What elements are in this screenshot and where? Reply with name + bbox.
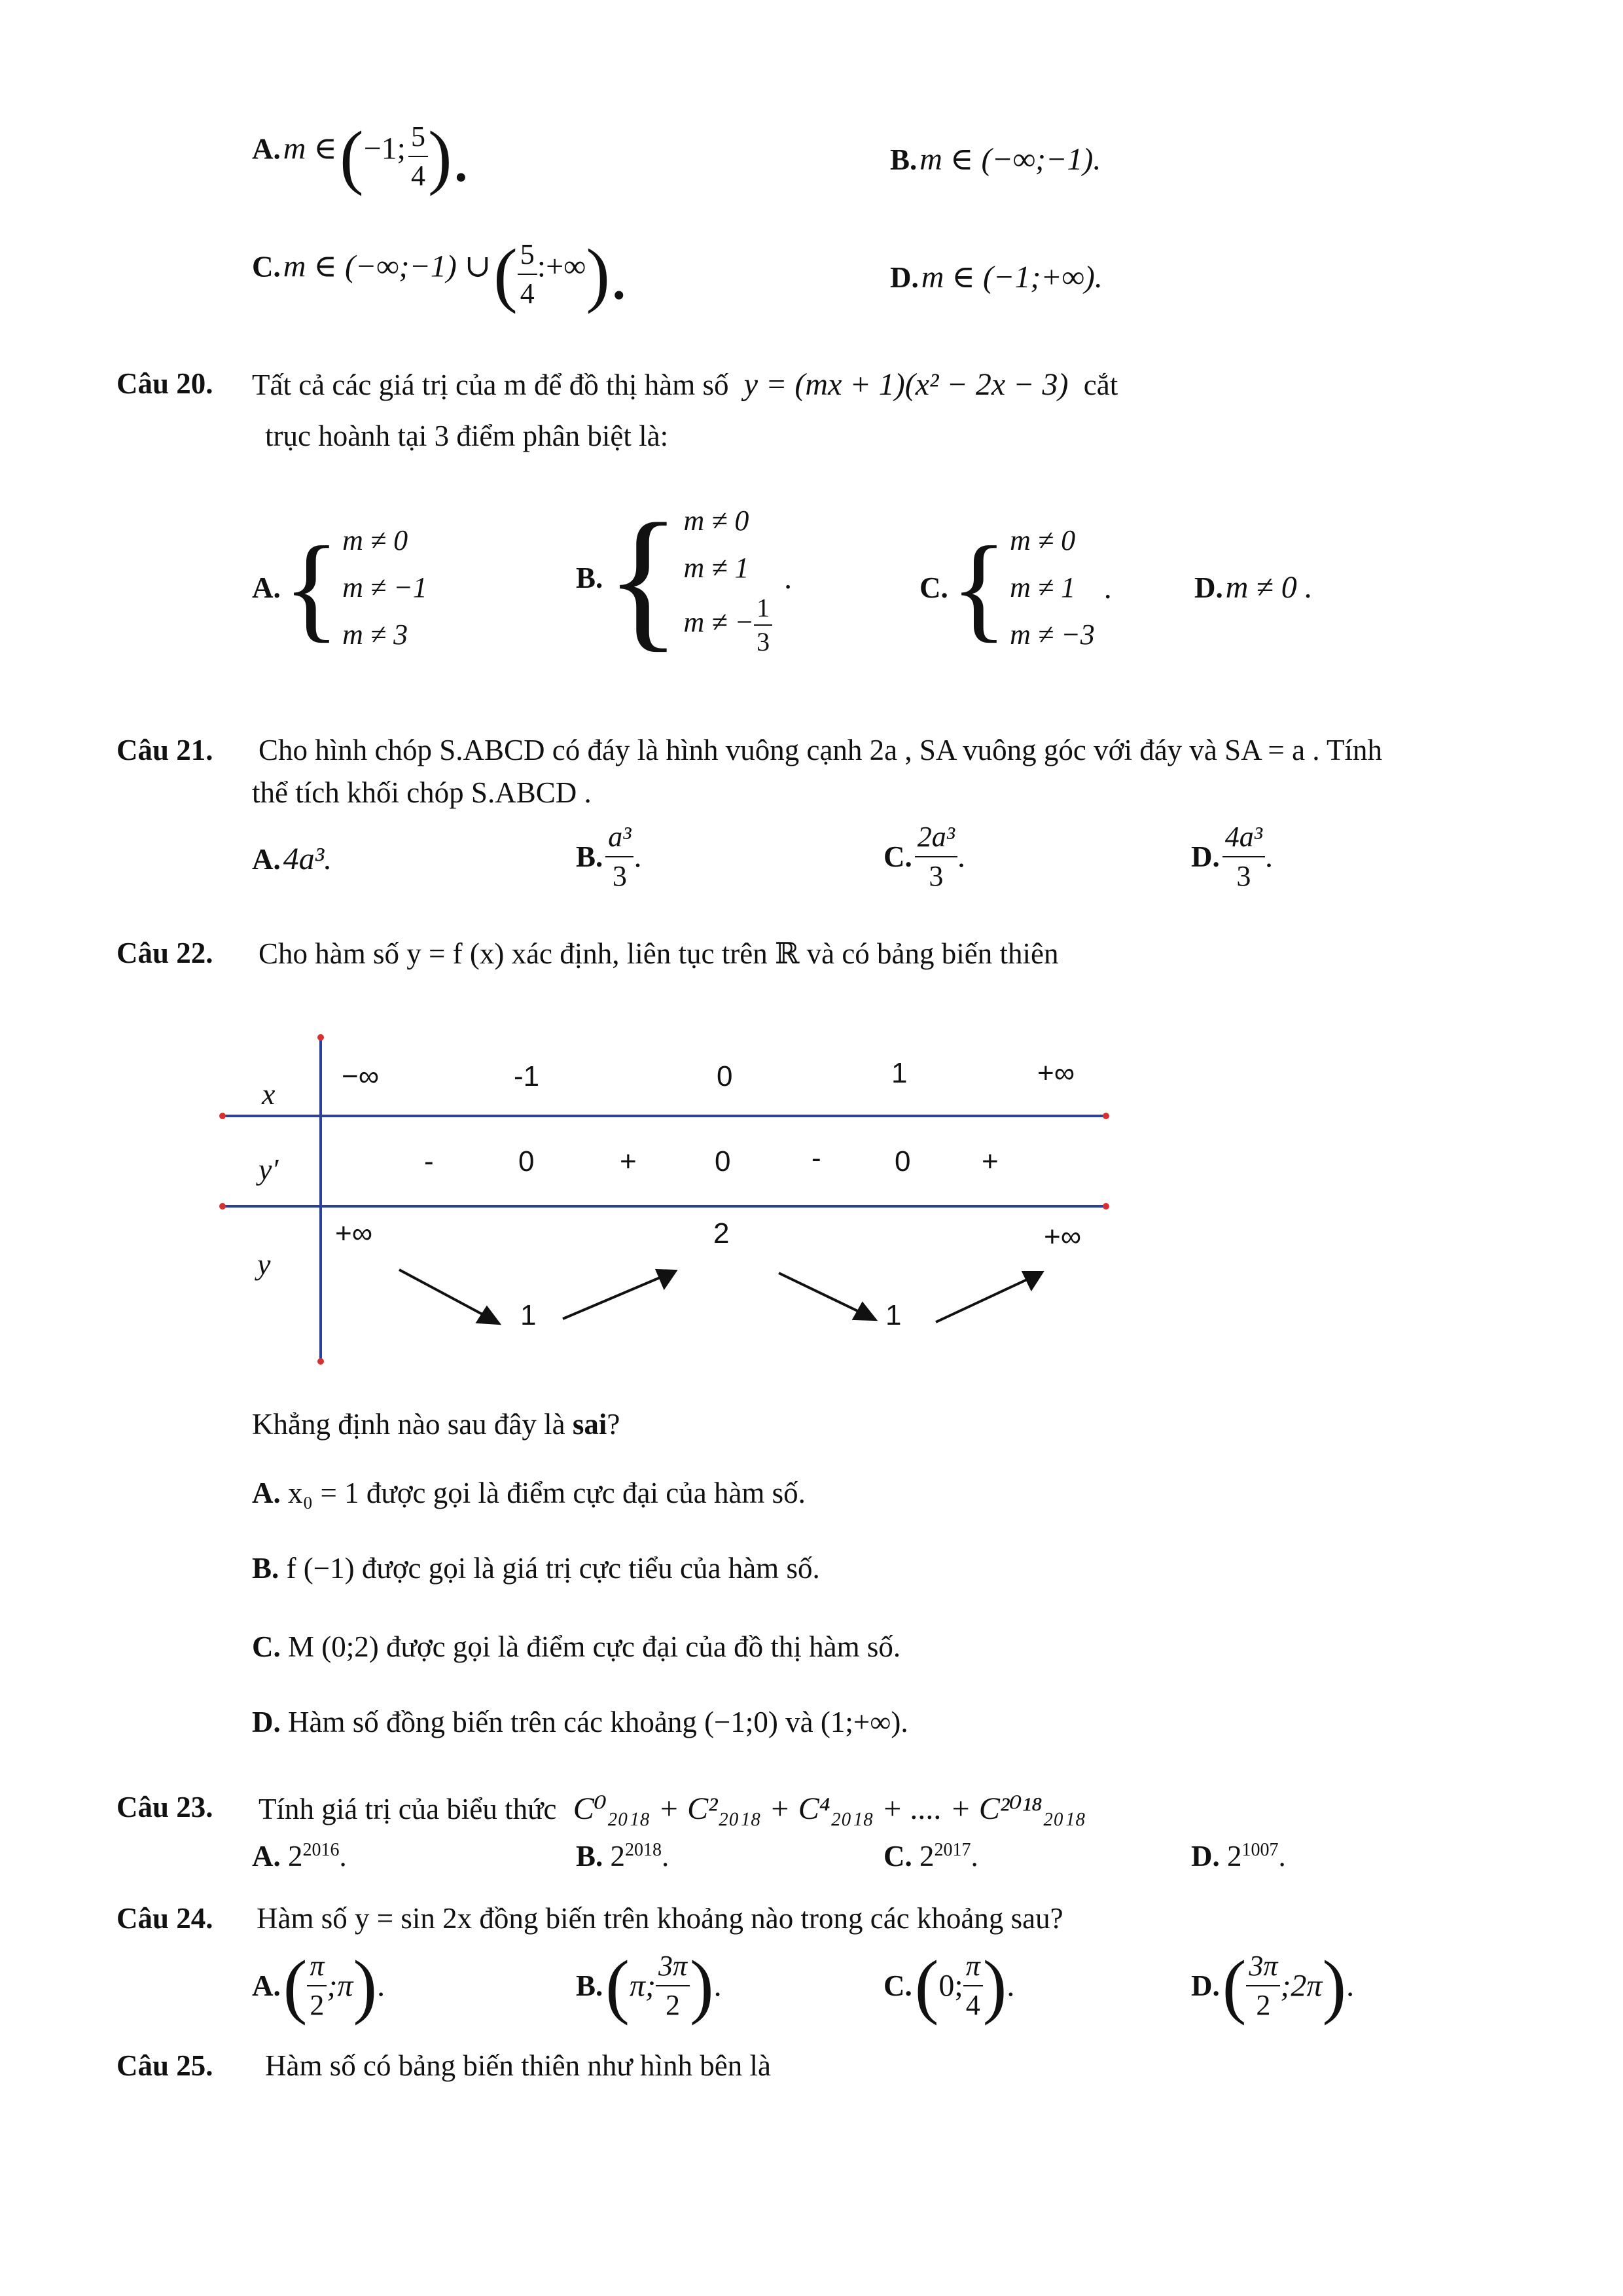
- q21-option-b[interactable]: B. $\frac{\text{a³}}{3}$ .: [576, 818, 641, 895]
- q23-stem: Tính giá trị của biểu thức C⁰₂₀₁₈ + C²₂₀₁₈ + C⁴₂₀₁₈ + .... + C²⁰¹⁸₂₀₁₈: [259, 1791, 1086, 1826]
- y-value: 1: [885, 1299, 902, 1331]
- arrow-head: [1024, 1272, 1042, 1289]
- y-value: +∞: [1044, 1221, 1082, 1253]
- q23-option-c[interactable]: C. $2^{2017}$.: [883, 1840, 978, 1873]
- q19-option-a[interactable]: A. m ∈ (−1; $\frac{5}{4}$ ).: [252, 117, 471, 196]
- arrow-head: [657, 1270, 675, 1287]
- table-point: [1103, 1203, 1109, 1210]
- arrow-increase-2: [936, 1276, 1034, 1322]
- q21-option-d[interactable]: D. $\frac{\text{4a³}}{3}$ .: [1191, 818, 1273, 895]
- table-point: [317, 1034, 324, 1041]
- table-point: [219, 1203, 226, 1210]
- q19-option-b[interactable]: B. m ∈ (−∞;−1).: [890, 142, 1101, 177]
- q20-stem-line1: Tất cả các giá trị của m để đồ thị hàm số y = (mx + 1)(x² − 2x − 3) cắt: [252, 367, 1118, 402]
- q19-option-c[interactable]: C. m ∈ (−∞;−1) ∪ ( $\frac{5}{4}$ :+∞).: [252, 234, 628, 314]
- q22-number: Câu 22.: [116, 937, 213, 969]
- yp-value: 0: [715, 1145, 731, 1177]
- q24-option-a[interactable]: A. ( $\frac{\pi}{2}$ ;π).: [252, 1946, 385, 2026]
- q22-option-d[interactable]: D. Hàm số đồng biến trên các khoảng (−1;0) và (1;+∞).: [252, 1706, 908, 1738]
- q25-number: Câu 25.: [116, 2049, 213, 2082]
- q20-option-d[interactable]: D. m ≠ 0 .: [1194, 570, 1313, 605]
- yp-value: 0: [518, 1145, 535, 1177]
- q20-option-c[interactable]: C. { m ≠ 0 m ≠ 1 m ≠ −3 .: [919, 517, 1112, 658]
- q19-option-d[interactable]: D. m ∈ (−1;+∞).: [890, 260, 1103, 295]
- x-value: -1: [514, 1060, 540, 1092]
- y-value: 2: [713, 1217, 730, 1249]
- y-value: 1: [520, 1299, 537, 1331]
- q24-number: Câu 24.: [116, 1902, 213, 1935]
- q22-question: Khẳng định nào sau đây là sai?: [252, 1408, 620, 1441]
- q23-number: Câu 23.: [116, 1791, 213, 1823]
- q19-c-fraction: $\frac{5}{4}$: [518, 236, 537, 313]
- table-row-x-label: x: [262, 1077, 276, 1111]
- q20-c-system: m ≠ 0 m ≠ 1 m ≠ −3: [1010, 524, 1095, 651]
- q22-option-c[interactable]: C. M (0;2) được gọi là điểm cực đại của đồ thị hàm số.: [252, 1630, 901, 1663]
- q20-a-system: m ≠ 0 m ≠ −1 m ≠ 3: [342, 524, 427, 651]
- arrow-head: [854, 1304, 875, 1319]
- q23-option-a[interactable]: A. $2^{2016}$.: [252, 1840, 347, 1873]
- table-point: [317, 1358, 324, 1365]
- yp-value: +: [982, 1145, 999, 1177]
- x-value: 1: [891, 1057, 908, 1089]
- q23-option-b[interactable]: B. $2^{2018}$.: [576, 1840, 669, 1873]
- q21-number: Câu 21.: [116, 734, 213, 766]
- yp-value: -: [424, 1145, 434, 1177]
- q20-stem-line2: trục hoành tại 3 điểm phân biệt là:: [265, 420, 669, 452]
- arrow-head: [478, 1308, 499, 1323]
- q21-option-c[interactable]: C. $\frac{\text{2a³}}{3}$ .: [883, 818, 965, 895]
- q21-stem-line2: thể tích khối chóp S.ABCD .: [252, 776, 592, 809]
- q20-b-system: m ≠ 0 m ≠ 1 m ≠ − $\frac{1}{3}$: [683, 497, 772, 658]
- q24-option-c[interactable]: C. (0; $\frac{\pi}{4}$ ).: [883, 1946, 1015, 2026]
- q24-option-d[interactable]: D. ( $\frac{3\pi}{2}$ ;2π).: [1191, 1946, 1355, 2026]
- yp-value: -: [812, 1142, 821, 1174]
- q20-number: Câu 20.: [116, 367, 213, 400]
- table-row-yp-label: y′: [259, 1153, 279, 1186]
- x-value: +∞: [1037, 1057, 1075, 1089]
- q19-a-fraction: $\frac{5}{4}$: [408, 118, 428, 195]
- q24-stem: Hàm số y = sin 2x đồng biến trên khoảng nào trong các khoảng sau?: [257, 1902, 1063, 1935]
- q24-option-b[interactable]: B. (π; $\frac{3\pi}{2}$ ).: [576, 1946, 722, 2026]
- q21-option-a[interactable]: A. 4a³.: [252, 842, 332, 876]
- q20-option-b[interactable]: B. { m ≠ 0 m ≠ 1 m ≠ − $\frac{1}{3}$ .: [576, 491, 793, 665]
- x-value: 0: [717, 1060, 733, 1092]
- y-value: +∞: [335, 1217, 373, 1249]
- q22-option-a[interactable]: A. x₀ = 1 được gọi là điểm cực đại của hàm số.: [252, 1477, 806, 1509]
- q22-stem: Cho hàm số y = f (x) xác định, liên tục trên ℝ và có bảng biến thiên: [259, 937, 1059, 970]
- q21-stem-line1: Cho hình chóp S.ABCD có đáy là hình vuông cạnh 2a , SA vuông góc với đáy và SA = a . Tính: [259, 734, 1382, 766]
- q25-stem: Hàm số có bảng biến thiên như hình bên là: [265, 2049, 771, 2082]
- yp-value: 0: [895, 1145, 911, 1177]
- arrow-increase-1: [563, 1274, 668, 1319]
- table-point: [219, 1113, 226, 1119]
- table-row-y-label: y: [257, 1247, 271, 1281]
- yp-value: +: [620, 1145, 637, 1177]
- q20-option-a[interactable]: A. { m ≠ 0 m ≠ −1 m ≠ 3: [252, 517, 427, 658]
- table-point: [1103, 1113, 1109, 1119]
- x-value: −∞: [342, 1060, 380, 1092]
- q22-option-b[interactable]: B. f (−1) được gọi là giá trị cực tiểu của hàm số.: [252, 1552, 820, 1585]
- arrow-decrease-1: [399, 1270, 491, 1319]
- q23-option-d[interactable]: D. $2^{1007}$.: [1191, 1840, 1286, 1873]
- arrow-decrease-2: [779, 1273, 867, 1316]
